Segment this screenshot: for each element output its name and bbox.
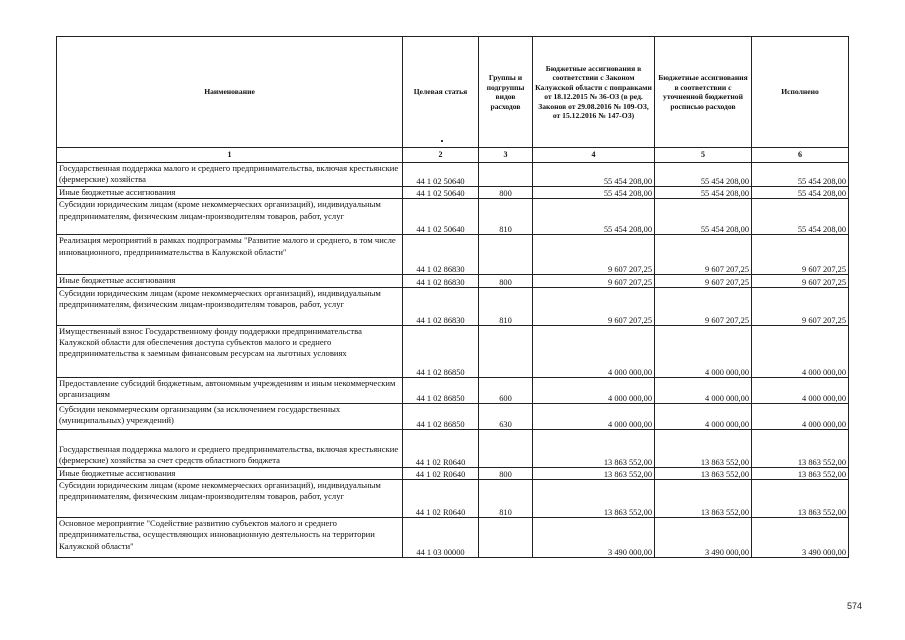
row-law-amount: 55 454 208,00 <box>533 163 655 187</box>
row-name: Субсидии юридическим лицам (кроме некоммерческих организаций), индивидуальным предпринимателям, физическим лицам-производителям товаров, работ, услуг <box>57 287 403 325</box>
row-target-code: 44 1 02 R0640 <box>403 429 479 467</box>
row-refined-amount: 4 000 000,00 <box>655 377 752 403</box>
row-executed-amount: 4 000 000,00 <box>752 377 849 403</box>
row-name: Основное мероприятие "Содействие развитию субъектов малого и среднего предпринимательства, осуществляющих инновационную деятельность на территории Калужской области" <box>57 518 403 558</box>
table-row <box>57 163 849 187</box>
row-executed-amount: 3 490 000,00 <box>752 518 849 558</box>
header-row <box>57 37 849 148</box>
row-target-code: 44 1 02 86830 <box>403 235 479 275</box>
row-executed-amount: 13 863 552,00 <box>752 480 849 518</box>
row-refined-amount: 13 863 552,00 <box>655 467 752 479</box>
row-group-code <box>479 325 533 377</box>
row-refined-amount: 13 863 552,00 <box>655 480 752 518</box>
row-group-code: 810 <box>479 480 533 518</box>
table-row <box>57 480 849 518</box>
table-row <box>57 235 849 275</box>
row-refined-amount: 9 607 207,25 <box>655 275 752 287</box>
column-number: 1 <box>57 148 403 163</box>
row-target-code: 44 1 02 86850 <box>403 325 479 377</box>
row-law-amount: 13 863 552,00 <box>533 429 655 467</box>
row-refined-amount: 3 490 000,00 <box>655 518 752 558</box>
table-row <box>57 287 849 325</box>
row-refined-amount: 4 000 000,00 <box>655 325 752 377</box>
row-name: Государственная поддержка малого и среднего предпринимательства, включая крестьянские (фермерские) хозяйства за счет средств областного бюджета <box>57 429 403 467</box>
header-refined-allocations: Бюджетные ассигнования в соответствии с уточненной бюджетной росписью расходов <box>655 37 752 148</box>
table-row <box>57 467 849 479</box>
row-group-code <box>479 235 533 275</box>
header-expense-groups: Группы и подгруппы видов расходов <box>479 37 533 148</box>
row-name: Иные бюджетные ассигнования <box>57 186 403 198</box>
row-executed-amount: 55 454 208,00 <box>752 163 849 187</box>
row-refined-amount: 55 454 208,00 <box>655 199 752 235</box>
row-law-amount: 55 454 208,00 <box>533 186 655 198</box>
row-law-amount: 9 607 207,25 <box>533 287 655 325</box>
row-name: Субсидии некоммерческим организациям (за исключением государственных (муниципальных) учреждений) <box>57 403 403 429</box>
row-refined-amount: 55 454 208,00 <box>655 186 752 198</box>
row-refined-amount: 55 454 208,00 <box>655 163 752 187</box>
row-executed-amount: 13 863 552,00 <box>752 467 849 479</box>
header-law-allocations: Бюджетные ассигнования в соответствии с Законом Калужской области с поправками от 18.12.2015 № 36-ОЗ (в ред. Законов от 29.08.2016 № 109-ОЗ, от 15.12.2016 № 147-ОЗ) <box>533 37 655 148</box>
header-executed: Исполнено <box>752 37 849 148</box>
row-target-code: 44 1 03 00000 <box>403 518 479 558</box>
table-row <box>57 275 849 287</box>
table-row <box>57 403 849 429</box>
table-body <box>57 163 849 558</box>
row-target-code: 44 1 02 86850 <box>403 403 479 429</box>
column-number: 6 <box>752 148 849 163</box>
column-number-row <box>57 148 849 163</box>
row-name: Реализация мероприятий в рамках подпрограммы "Развитие малого и среднего, в том числе инновационного, предпринимательства в Калужской области" <box>57 235 403 275</box>
page-number: 574 <box>846 601 862 611</box>
row-law-amount: 3 490 000,00 <box>533 518 655 558</box>
row-refined-amount: 9 607 207,25 <box>655 287 752 325</box>
row-refined-amount: 4 000 000,00 <box>655 403 752 429</box>
row-group-code: 800 <box>479 467 533 479</box>
row-refined-amount: 13 863 552,00 <box>655 429 752 467</box>
table-row <box>57 325 849 377</box>
column-number: 5 <box>655 148 752 163</box>
row-law-amount: 13 863 552,00 <box>533 480 655 518</box>
header-target-article: Целевая статья <box>403 37 479 148</box>
table-row <box>57 199 849 235</box>
row-law-amount: 4 000 000,00 <box>533 377 655 403</box>
row-group-code: 600 <box>479 377 533 403</box>
row-executed-amount: 9 607 207,25 <box>752 275 849 287</box>
row-group-code <box>479 163 533 187</box>
row-name: Государственная поддержка малого и среднего предпринимательства, включая крестьянские (фермерские) хозяйства <box>57 163 403 187</box>
row-law-amount: 55 454 208,00 <box>533 199 655 235</box>
row-group-code: 810 <box>479 287 533 325</box>
table-row <box>57 186 849 198</box>
budget-table <box>56 36 849 558</box>
row-target-code: 44 1 02 50640 <box>403 186 479 198</box>
row-law-amount: 13 863 552,00 <box>533 467 655 479</box>
row-group-code: 810 <box>479 199 533 235</box>
row-name: Предоставление субсидий бюджетным, автономным учреждениям и иным некоммерческим организациям <box>57 377 403 403</box>
row-executed-amount: 4 000 000,00 <box>752 325 849 377</box>
column-number: 4 <box>533 148 655 163</box>
row-executed-amount: 55 454 208,00 <box>752 199 849 235</box>
table-row <box>57 518 849 558</box>
row-law-amount: 4 000 000,00 <box>533 403 655 429</box>
row-target-code: 44 1 02 86850 <box>403 377 479 403</box>
row-law-amount: 9 607 207,25 <box>533 275 655 287</box>
row-group-code: 800 <box>479 186 533 198</box>
column-number: 3 <box>479 148 533 163</box>
row-name: Иные бюджетные ассигнования <box>57 275 403 287</box>
row-executed-amount: 4 000 000,00 <box>752 403 849 429</box>
row-name: Иные бюджетные ассигнования <box>57 467 403 479</box>
row-group-code <box>479 429 533 467</box>
column-number: 2 <box>403 148 479 163</box>
table-row <box>57 377 849 403</box>
row-law-amount: 4 000 000,00 <box>533 325 655 377</box>
row-target-code: 44 1 02 R0640 <box>403 480 479 518</box>
row-target-code: 44 1 02 86830 <box>403 275 479 287</box>
row-name: Субсидии юридическим лицам (кроме некоммерческих организаций), индивидуальным предпринимателям, физическим лицам-производителям товаров, работ, услуг <box>57 199 403 235</box>
row-target-code: 44 1 02 50640 <box>403 199 479 235</box>
row-executed-amount: 9 607 207,25 <box>752 235 849 275</box>
row-name: Субсидии юридическим лицам (кроме некоммерческих организаций), индивидуальным предпринимателям, физическим лицам-производителям товаров, работ, услуг <box>57 480 403 518</box>
header-name: Наименование <box>57 37 403 148</box>
row-refined-amount: 9 607 207,25 <box>655 235 752 275</box>
row-target-code: 44 1 02 86830 <box>403 287 479 325</box>
table-row <box>57 429 849 467</box>
row-law-amount: 9 607 207,25 <box>533 235 655 275</box>
row-group-code: 630 <box>479 403 533 429</box>
row-group-code <box>479 518 533 558</box>
scan-speck <box>441 140 443 142</box>
row-executed-amount: 55 454 208,00 <box>752 186 849 198</box>
row-group-code: 800 <box>479 275 533 287</box>
row-executed-amount: 9 607 207,25 <box>752 287 849 325</box>
row-name: Имущественный взнос Государственному фонду поддержки предпринимательства Калужской области для обеспечения доступа субъектов малого и среднего предпринимательства к заемным финансовым ресурсам на льготных условиях <box>57 325 403 377</box>
row-executed-amount: 13 863 552,00 <box>752 429 849 467</box>
row-target-code: 44 1 02 50640 <box>403 163 479 187</box>
row-target-code: 44 1 02 R0640 <box>403 467 479 479</box>
